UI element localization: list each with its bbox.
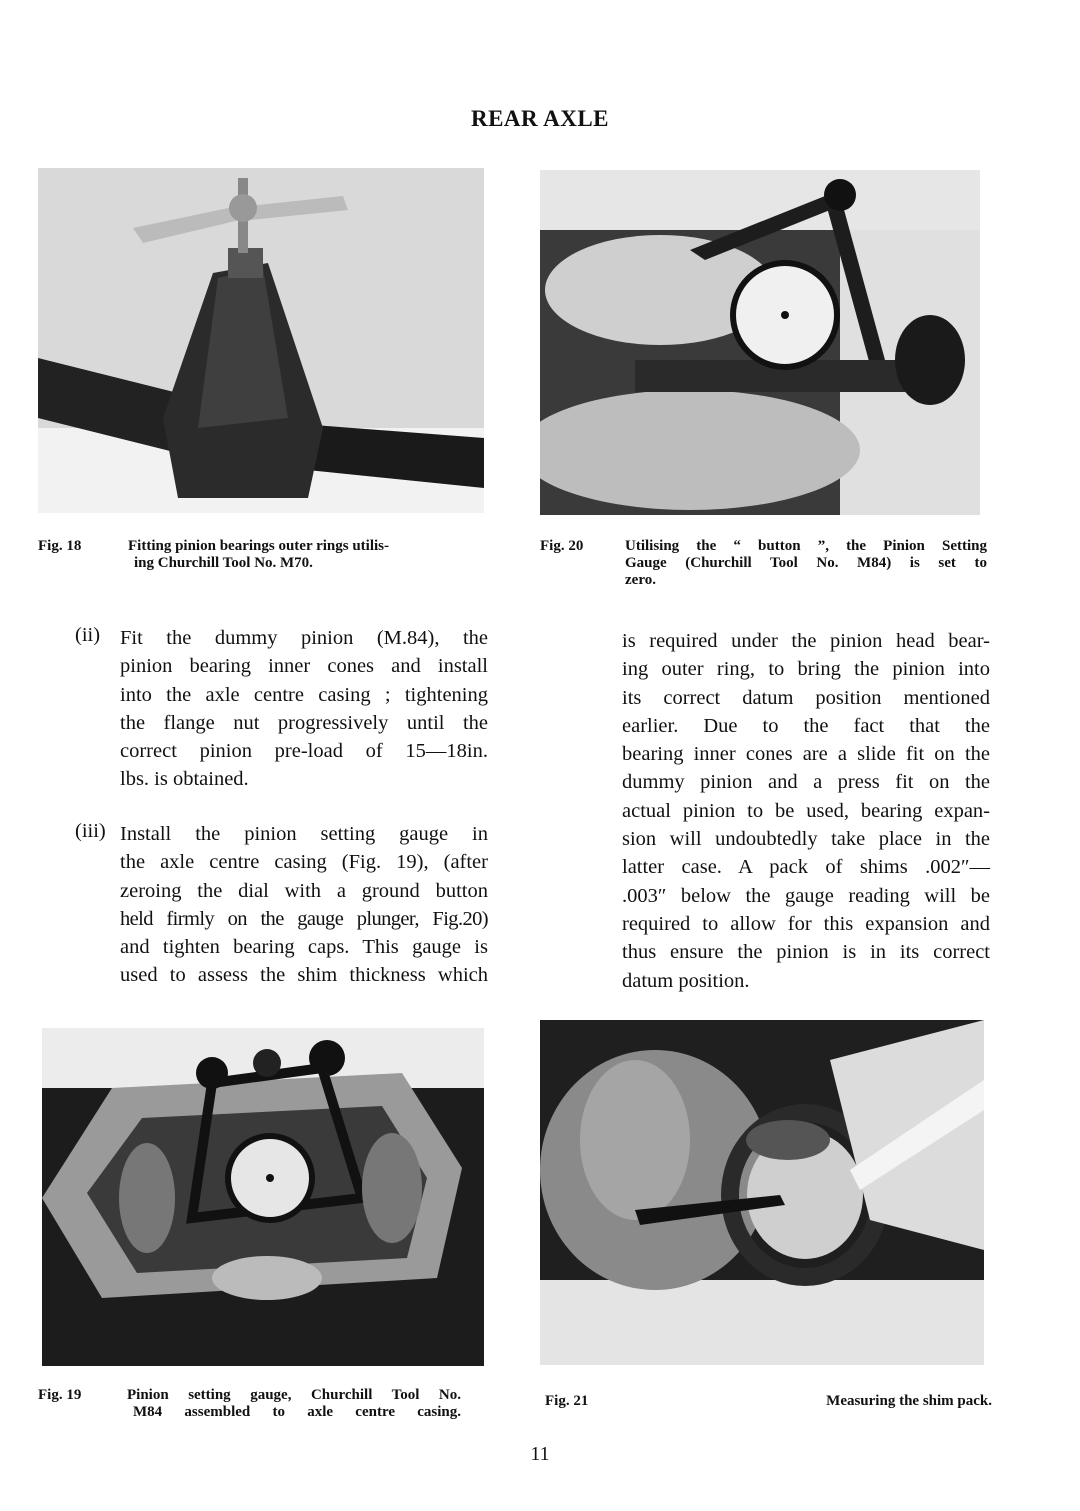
caption-line: Pinion setting gauge, Churchill Tool No. bbox=[127, 1387, 461, 1403]
text-line: the flange nut progressively until the bbox=[120, 711, 488, 734]
text-line: the axle centre casing (Fig. 19), (after bbox=[120, 851, 488, 874]
figure-20-caption bbox=[625, 538, 987, 589]
figure-18-number: Fig. 18 bbox=[38, 538, 82, 554]
figure-21-photo bbox=[540, 1020, 984, 1365]
text-line: sion will undoubtedly take place in the bbox=[622, 828, 990, 851]
text-line: earlier. Due to the fact that the bbox=[622, 714, 990, 737]
caption-line: M84 assembled to axle centre casing. bbox=[133, 1404, 461, 1420]
figure-18-caption bbox=[128, 538, 483, 572]
page-number: 11 bbox=[530, 1443, 550, 1465]
text-line: bearing inner cones are a slide fit on the bbox=[622, 743, 990, 766]
text-line: is required under the pinion head bear- bbox=[622, 630, 990, 652]
text-line: Install the pinion setting gauge in bbox=[120, 823, 488, 845]
text-line: and tighten bearing caps. This gauge is bbox=[120, 936, 488, 959]
item-iii-text bbox=[120, 820, 488, 990]
text-line: .003″ below the gauge reading will be bbox=[622, 884, 990, 907]
text-line: its correct datum position mentioned bbox=[622, 686, 990, 709]
text-line: Fit the dummy pinion (M.84), the bbox=[120, 627, 488, 649]
figure-19-photo bbox=[42, 1028, 484, 1366]
text-line: latter case. A pack of shims .002″— bbox=[622, 856, 990, 879]
caption-line: zero. bbox=[625, 572, 656, 588]
page-title: REAR AXLE bbox=[470, 106, 610, 131]
item-marker-ii: (ii) bbox=[75, 624, 101, 646]
caption-line: ing Churchill Tool No. M70. bbox=[134, 555, 313, 571]
figure-18-photo bbox=[38, 168, 484, 513]
text-line: lbs. is obtained. bbox=[120, 768, 249, 791]
text-line: correct pinion pre-load of 15—18in. bbox=[120, 740, 488, 763]
text-line: required to allow for this expansion and bbox=[622, 912, 990, 935]
figure-21-number: Fig. 21 bbox=[545, 1393, 589, 1409]
caption-line: Gauge (Churchill Tool No. M84) is set to bbox=[625, 555, 987, 571]
figure-19-number: Fig. 19 bbox=[38, 1387, 82, 1403]
caption-line: Fitting pinion bearings outer rings utilis- bbox=[128, 538, 390, 554]
text-line: pinion bearing inner cones and install bbox=[120, 655, 488, 678]
text-line: thus ensure the pinion is in its correct bbox=[622, 941, 990, 964]
item-marker-iii: (iii) bbox=[75, 820, 106, 842]
figure-20-number: Fig. 20 bbox=[540, 538, 584, 554]
caption-line: Utilising the “ button ”, the Pinion Setting bbox=[625, 538, 987, 554]
text-line: held firmly on the gauge plunger, Fig.20) bbox=[120, 907, 488, 930]
text-line: dummy pinion and a press fit on the bbox=[622, 771, 990, 794]
figure-21-caption bbox=[700, 1393, 992, 1410]
text-line: zeroing the dial with a ground button bbox=[120, 879, 488, 902]
item-ii-text bbox=[120, 624, 488, 794]
figure-19-caption bbox=[127, 1387, 461, 1421]
right-column-text bbox=[622, 627, 990, 995]
caption-line: Measuring the shim pack. bbox=[826, 1393, 992, 1409]
text-line: into the axle centre casing ; tightening bbox=[120, 683, 488, 706]
figure-20-photo bbox=[540, 170, 980, 515]
text-line: ing outer ring, to bring the pinion into bbox=[622, 658, 990, 681]
text-line: used to assess the shim thickness which bbox=[120, 964, 488, 987]
text-line: datum position. bbox=[622, 969, 750, 992]
text-line: actual pinion to be used, bearing expan- bbox=[622, 799, 990, 822]
